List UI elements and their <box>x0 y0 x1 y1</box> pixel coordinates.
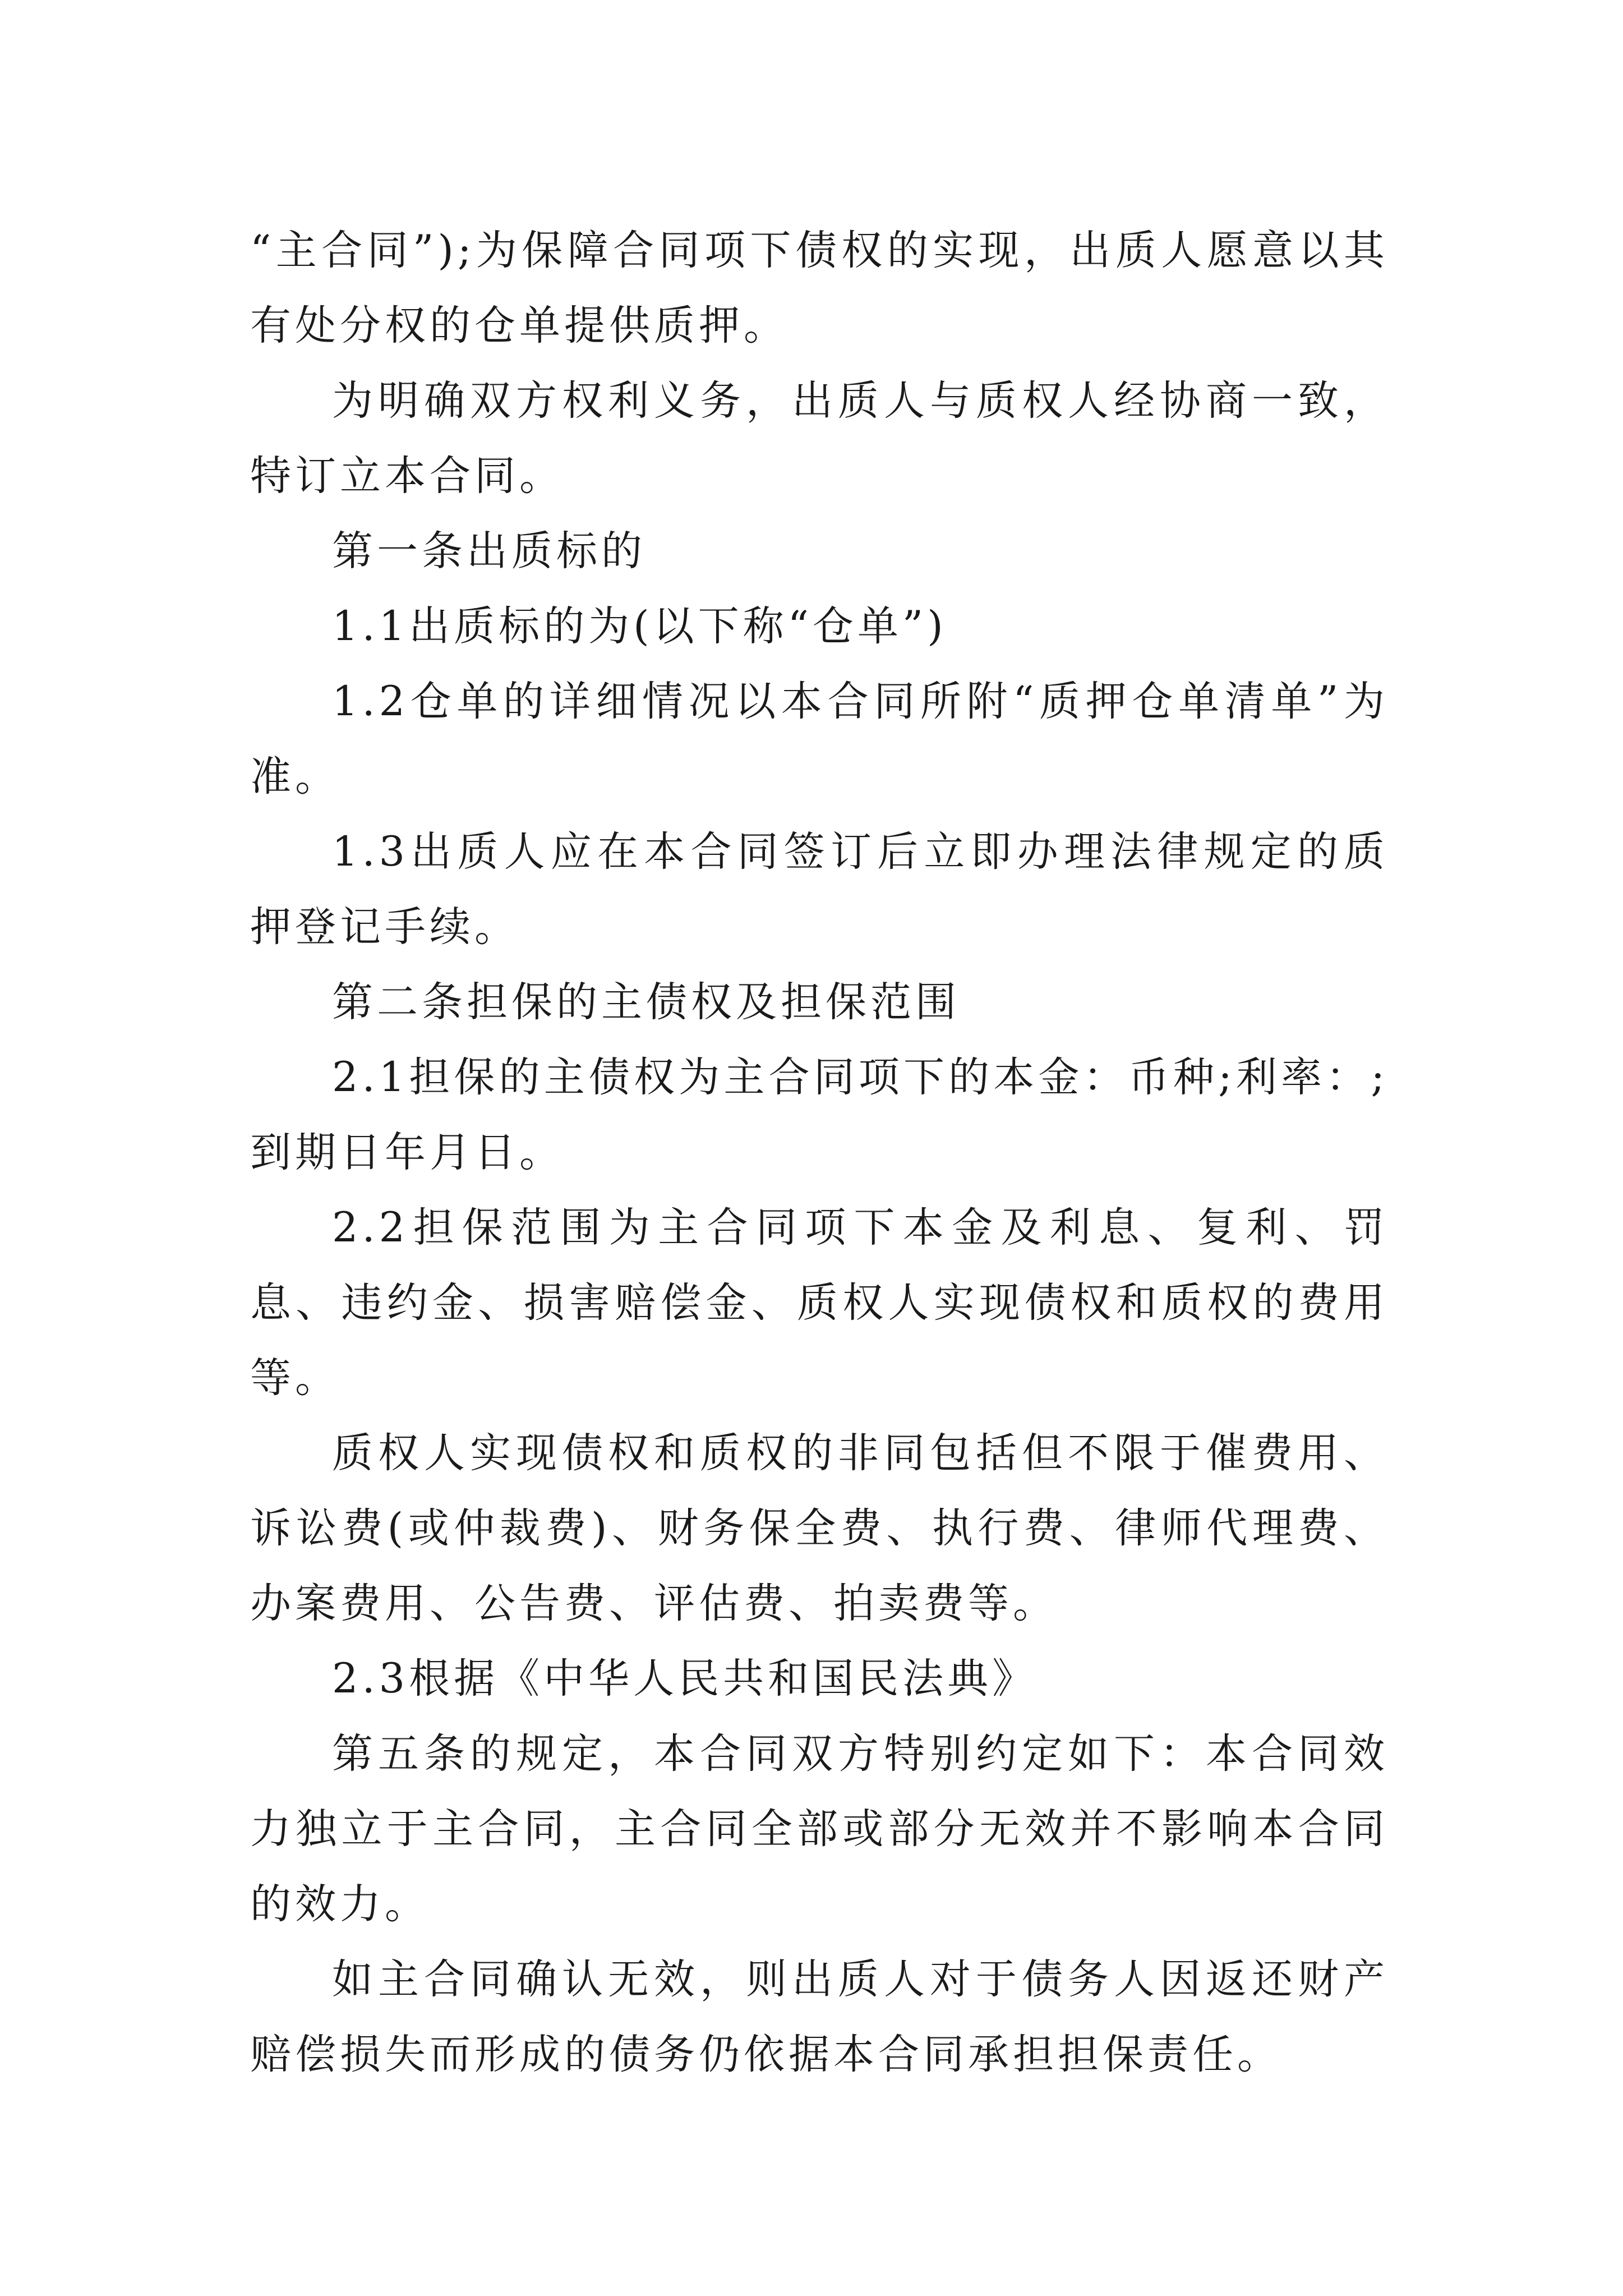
paragraph-purpose: 为明确双方权利义务，出质人与质权人经协商一致，特订立本合同。 <box>250 377 1389 500</box>
clause-2-3: 2.3根据《中华人民共和国民法典》 <box>332 1655 1038 1703</box>
clause-2-1: 2.1担保的主债权为主合同项下的本金：币种;利率：;到期日年月日。 <box>250 1053 1389 1176</box>
document-body <box>250 213 1389 2092</box>
paragraph-invalidity: 如主合同确认无效，则出质人对于债务人因返还财产赔偿损失而形成的债务仍依据本合同承担担保责任。 <box>250 1955 1389 2078</box>
clause-1-2: 1.2仓单的详细情况以本合同所附“质押仓单清单”为准。 <box>250 678 1389 800</box>
clause-1-3: 1.3出质人应在本合同签订后立即办理法律规定的质押登记手续。 <box>250 828 1389 951</box>
paragraph-article-5: 第五条的规定，本合同双方特别约定如下：本合同效力独立于主合同，主合同全部或部分无效并不影响本合同的效力。 <box>250 1730 1389 1928</box>
article-1-heading: 第一条出质标的 <box>332 527 646 575</box>
paragraph-continuation: “主合同”);为保障合同项下债权的实现，出质人愿意以其有处分权的仓单提供质押。 <box>250 227 1389 349</box>
clause-2-2: 2.2担保范围为主合同项下本金及利息、复利、罚息、违约金、损害赔偿金、质权人实现债权和质权的费用等。 <box>250 1204 1389 1402</box>
clause-1-1: 1.1出质标的为(以下称“仓单”) <box>332 602 947 650</box>
article-2-heading: 第二条担保的主债权及担保范围 <box>332 978 960 1026</box>
paragraph-expenses: 质权人实现债权和质权的非同包括但不限于催费用、诉讼费(或仲裁费)、财务保全费、执行费、律师代理费、办案费用、公告费、评估费、拍卖费等。 <box>250 1429 1389 1627</box>
